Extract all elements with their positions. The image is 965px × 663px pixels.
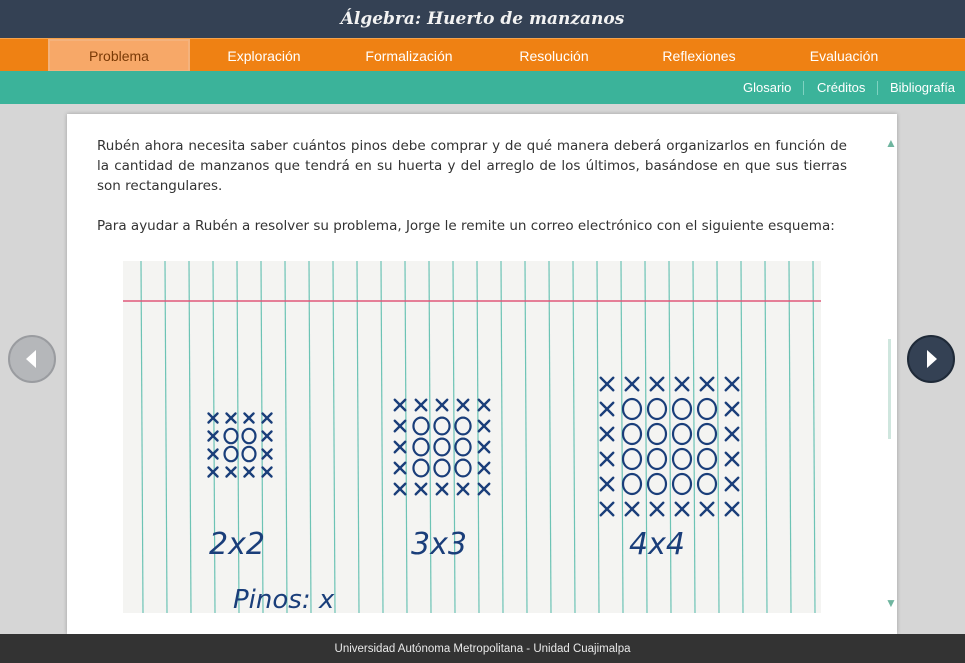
pine-mark xyxy=(263,414,272,423)
apple-tree-mark xyxy=(648,424,666,444)
prev-button[interactable] xyxy=(8,335,56,383)
sketch-image xyxy=(123,261,821,613)
rule-line xyxy=(357,261,359,613)
pine-mark xyxy=(726,478,739,491)
pinos-note: Pinos: x xyxy=(233,585,335,613)
pine-mark xyxy=(209,414,218,423)
pine-mark xyxy=(479,484,490,495)
pine-mark xyxy=(701,503,714,516)
pine-mark xyxy=(245,468,254,477)
rule-line xyxy=(597,261,599,613)
apple-tree-mark xyxy=(623,424,641,444)
pine-mark xyxy=(263,468,272,477)
email-intro-paragraph: Para ayudar a Rubén a resolver su problema, Jorge le remite un correo electrónico con el siguiente esquema: xyxy=(97,218,835,234)
link-creditos[interactable]: Créditos xyxy=(817,80,866,95)
rule-line xyxy=(381,261,383,613)
rule-line xyxy=(549,261,551,613)
problem-paragraph: Rubén ahora necesita saber cuántos pinos debe comprar y de qué manera deberá organizarlos en función de la cantidad de manzanos que tendrá en su huerta y del arreglo de los últimos, basándose en que sus tierras son rectangulares. xyxy=(97,138,847,194)
pine-mark xyxy=(416,400,427,411)
apple-tree-mark xyxy=(623,399,641,419)
separator xyxy=(803,81,804,95)
scrollbar-track[interactable] xyxy=(888,339,891,439)
link-bibliografia[interactable]: Bibliografía xyxy=(890,80,956,95)
pine-mark xyxy=(209,450,218,459)
apple-tree-mark xyxy=(225,447,238,461)
apple-tree-mark xyxy=(673,449,691,469)
secondary-nav xyxy=(0,71,965,104)
pine-mark xyxy=(458,400,469,411)
pine-mark xyxy=(245,414,254,423)
sketch-drawing xyxy=(123,261,821,613)
apple-tree-mark xyxy=(623,449,641,469)
arrow-up-icon[interactable]: ▲ xyxy=(885,136,897,150)
pine-mark xyxy=(651,378,664,391)
tab-resolucion[interactable]: Resolución xyxy=(519,47,589,64)
pine-mark xyxy=(726,428,739,441)
apple-tree-mark xyxy=(673,474,691,494)
tab-formalizacion[interactable]: Formalización xyxy=(365,47,453,64)
pine-mark xyxy=(601,428,614,441)
chevron-left-icon xyxy=(20,347,44,371)
pine-mark xyxy=(726,378,739,391)
pine-mark xyxy=(651,503,664,516)
apple-tree-mark xyxy=(623,474,641,494)
tab-exploracion[interactable]: Exploración xyxy=(227,47,301,64)
rule-line xyxy=(813,261,815,613)
pine-mark xyxy=(626,378,639,391)
pine-mark xyxy=(479,421,490,432)
pine-mark xyxy=(416,484,427,495)
apple-tree-mark xyxy=(413,439,428,456)
pine-mark xyxy=(726,453,739,466)
content-panel[interactable] xyxy=(67,114,897,634)
apple-tree-mark xyxy=(455,439,470,456)
rule-line xyxy=(165,261,167,613)
pine-mark xyxy=(227,414,236,423)
footer-text: Universidad Autónoma Metropolitana - Unidad Cuajimalpa xyxy=(334,642,631,655)
rule-line xyxy=(477,261,479,613)
rule-line xyxy=(765,261,767,613)
pine-mark xyxy=(395,484,406,495)
rule-line xyxy=(405,261,407,613)
label-4x4: 4x4 xyxy=(629,527,685,562)
rule-line xyxy=(789,261,791,613)
arrow-down-icon[interactable]: ▼ xyxy=(885,596,897,610)
apple-tree-mark xyxy=(648,399,666,419)
rule-line xyxy=(309,261,311,613)
tab-problema[interactable]: Problema xyxy=(48,39,190,72)
apple-tree-mark xyxy=(698,449,716,469)
label-2x2: 2x2 xyxy=(209,527,265,562)
chevron-right-icon xyxy=(919,347,943,371)
apple-tree-mark xyxy=(455,418,470,435)
pine-mark xyxy=(479,442,490,453)
apple-tree-mark xyxy=(455,460,470,477)
apple-tree-mark xyxy=(413,460,428,477)
pine-mark xyxy=(701,378,714,391)
apple-tree-mark xyxy=(698,424,716,444)
apple-tree-mark xyxy=(673,424,691,444)
apple-tree-mark xyxy=(648,474,666,494)
pine-mark xyxy=(601,378,614,391)
main-nav xyxy=(0,38,965,71)
apple-tree-mark xyxy=(434,460,449,477)
pine-mark xyxy=(395,463,406,474)
pine-mark xyxy=(209,468,218,477)
apple-tree-mark xyxy=(434,418,449,435)
pine-mark xyxy=(437,484,448,495)
tab-evaluacion[interactable]: Evaluación xyxy=(809,47,879,64)
pine-mark xyxy=(395,442,406,453)
rule-line xyxy=(741,261,743,613)
pine-mark xyxy=(626,503,639,516)
apple-tree-mark xyxy=(648,449,666,469)
apple-tree-mark xyxy=(698,399,716,419)
next-button[interactable] xyxy=(907,335,955,383)
pine-mark xyxy=(227,468,236,477)
apple-tree-mark xyxy=(698,474,716,494)
separator xyxy=(877,81,878,95)
pine-mark xyxy=(479,400,490,411)
apple-tree-mark xyxy=(243,429,256,443)
link-glosario[interactable]: Glosario xyxy=(743,80,792,95)
pine-mark xyxy=(263,450,272,459)
rule-line xyxy=(717,261,719,613)
rule-line xyxy=(573,261,575,613)
pine-mark xyxy=(601,503,614,516)
pine-mark xyxy=(395,421,406,432)
apple-tree-mark xyxy=(434,439,449,456)
pine-mark xyxy=(601,478,614,491)
pine-mark xyxy=(601,403,614,416)
rule-line xyxy=(501,261,503,613)
pine-mark xyxy=(458,484,469,495)
apple-tree-mark xyxy=(225,429,238,443)
rule-line xyxy=(693,261,695,613)
pine-mark xyxy=(601,453,614,466)
rule-line xyxy=(189,261,191,613)
pine-mark xyxy=(437,400,448,411)
footer xyxy=(0,634,965,663)
rule-line xyxy=(525,261,527,613)
pine-mark xyxy=(395,400,406,411)
apple-tree-mark xyxy=(243,447,256,461)
rule-line xyxy=(141,261,143,613)
pine-mark xyxy=(726,503,739,516)
rule-line xyxy=(285,261,287,613)
pine-mark xyxy=(726,403,739,416)
app-title: Álgebra: Huerto de manzanos xyxy=(340,9,625,29)
pine-mark xyxy=(263,432,272,441)
apple-tree-mark xyxy=(413,418,428,435)
apple-tree-mark xyxy=(673,399,691,419)
title-bar xyxy=(0,0,965,38)
label-3x3: 3x3 xyxy=(411,527,467,562)
pine-mark xyxy=(676,503,689,516)
tab-reflexiones[interactable]: Reflexiones xyxy=(662,47,736,64)
rule-line xyxy=(333,261,335,613)
pine-mark xyxy=(209,432,218,441)
pine-mark xyxy=(479,463,490,474)
pine-mark xyxy=(676,378,689,391)
